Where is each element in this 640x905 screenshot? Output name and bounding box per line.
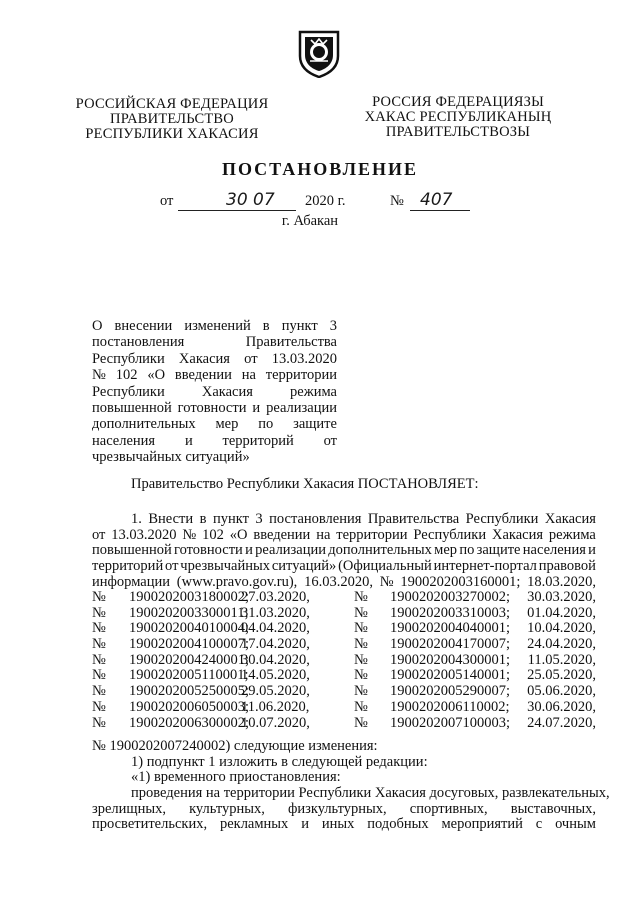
reference-cell: № [92, 620, 106, 637]
paragraph-1-line [92, 528, 596, 544]
subject-word: в [262, 318, 270, 334]
body-continuation [92, 738, 610, 833]
reference-row [92, 653, 596, 669]
subject-word: на [241, 367, 256, 384]
word: на [316, 526, 331, 543]
word: 1900202003160001; [400, 573, 521, 590]
subject-word: 13.03.2020 [271, 350, 337, 367]
reference-cell: 10.07.2020, [241, 714, 310, 731]
word: интернет-портал [433, 558, 537, 575]
word: № [379, 573, 394, 590]
reference-cell: 31.03.2020, [241, 604, 310, 621]
reference-row [92, 590, 596, 606]
reference-cell: 1900202007100003; [390, 714, 511, 731]
header-left-line: ПРАВИТЕЛЬСТВО [110, 111, 234, 127]
reference-cell: № [354, 698, 368, 715]
after-table-line: № 1900202007240002) следующие изменения: [92, 738, 378, 754]
subject-word: чрезвычайных ситуаций» [92, 449, 250, 466]
reference-row [92, 684, 596, 700]
subject-word: реализации [266, 399, 337, 416]
word: (Официальный [338, 558, 432, 575]
subject-word: территорий [222, 432, 294, 449]
reference-row [92, 637, 596, 653]
word: подобных [367, 816, 429, 833]
word: правовой [538, 558, 596, 575]
reference-cell: 1900202004100007; [129, 636, 250, 653]
word: и [245, 542, 253, 559]
paragraph-1-line [92, 559, 596, 575]
word: Хакасия [491, 526, 544, 543]
subject-word: защите [293, 416, 337, 433]
word: спортивных, [409, 800, 488, 817]
subject-line [92, 318, 337, 334]
reference-cell: № [92, 683, 106, 700]
reference-cell: 30.06.2020, [527, 698, 596, 715]
reference-cell: 24.07.2020, [527, 714, 596, 731]
reference-row [92, 621, 596, 637]
subpoint-1-quote: «1) временного приостановления: [131, 769, 341, 786]
reference-cell: 24.04.2020, [527, 636, 596, 653]
word: Республики [413, 526, 487, 543]
reference-cell: 05.06.2020, [527, 683, 596, 700]
subject-word: по [258, 416, 274, 433]
word: зрелищных, [92, 800, 166, 817]
handwritten-number: 407 [420, 190, 453, 210]
header-left-line: РЕСПУБЛИКИ ХАКАСИЯ [85, 126, 259, 142]
word: 1. [131, 511, 142, 527]
word: и [301, 816, 309, 833]
word: информации [92, 573, 170, 590]
reference-cell: 30.03.2020, [527, 589, 596, 605]
word: постановления [269, 511, 362, 527]
last-paragraph-line [92, 817, 596, 833]
word: защите [476, 542, 521, 559]
date-underline [178, 210, 296, 211]
subject-word: и [184, 432, 193, 449]
word: рекламных [219, 816, 289, 833]
reference-cell: № [354, 604, 368, 621]
handwritten-date: 30 07 [226, 190, 275, 210]
number-underline [410, 210, 470, 211]
reference-cell: 1900202003300011; [129, 604, 249, 621]
subject-word: Хакасия [201, 383, 253, 400]
subject-word: готовности [177, 399, 247, 416]
reference-cell: 14.05.2020, [241, 667, 310, 684]
subject-word: от [244, 350, 258, 367]
reference-cell: 17.04.2020, [241, 636, 310, 653]
reference-cell: № [92, 604, 106, 621]
subject-line [92, 334, 337, 350]
date-year: 2020 г. [305, 193, 346, 209]
subject-word: повышенной [92, 399, 172, 416]
word: территории [336, 526, 408, 543]
subject-word: «О [147, 367, 166, 384]
reference-cell: 1900202003270002; [390, 589, 511, 605]
word: дополнительных [328, 542, 432, 559]
paragraph-1-line [92, 512, 596, 528]
word: очным [555, 816, 596, 833]
word: территорий [92, 558, 164, 575]
reference-cell: № [92, 589, 106, 605]
subject-word: постановления [92, 334, 185, 351]
subject-word: режима [290, 383, 337, 400]
reference-cell: 30.04.2020, [241, 651, 310, 668]
reference-cell: 29.05.2020, [241, 683, 310, 700]
subject-line [92, 367, 337, 383]
header-right-line: ХАКАС РЕСПУБЛИКАНЫҢ [364, 109, 552, 125]
subject-word: 102 [115, 367, 138, 384]
subject-line [92, 351, 337, 367]
reference-cell: 1900202003310003; [390, 604, 511, 621]
reference-cell: № [354, 714, 368, 731]
reference-cell: 1900202004170007; [390, 636, 511, 653]
reference-cell: № [92, 651, 106, 668]
reference-cell: 1900202005250005; [129, 683, 250, 700]
word: 16.03.2020, [304, 573, 373, 590]
word: Внести [148, 511, 194, 527]
subject-word: территории [265, 367, 337, 384]
word: № [182, 526, 197, 543]
subject-word: 3 [329, 318, 337, 334]
reference-cell: № [92, 698, 106, 715]
word: мероприятий [441, 816, 523, 833]
word: режима [548, 526, 596, 543]
subject-line [92, 433, 337, 449]
word: 18.03.2020, [527, 573, 596, 590]
word: физкультурных, [287, 800, 387, 817]
reference-cell: 1900202004010004; [129, 620, 250, 637]
word: (www.pravo.gov.ru), [176, 573, 298, 590]
reference-cell: 25.05.2020, [527, 667, 596, 684]
subject-word: Правительства [245, 334, 337, 351]
reference-cell: 04.04.2020, [241, 620, 310, 637]
word: в [199, 511, 207, 527]
reference-row [92, 606, 596, 622]
reference-cell: № [354, 667, 368, 684]
reference-cell: 1900202005110001; [129, 667, 249, 684]
subject-word: № [92, 367, 106, 384]
city [0, 213, 640, 230]
word: 3 [255, 511, 263, 527]
reference-cell: № [92, 714, 106, 731]
word: мер [434, 542, 458, 559]
word: пункт [212, 511, 249, 527]
subject-word: внесении [114, 318, 173, 334]
word: с [535, 816, 543, 833]
reference-cell: № [354, 620, 368, 637]
subject-line [92, 416, 337, 432]
word: и [588, 542, 596, 559]
subject-word: населения [92, 432, 156, 449]
subpoint-1: 1) подпункт 1 изложить в следующей редакции: [131, 753, 428, 770]
reference-cell: 27.03.2020, [241, 589, 310, 605]
reference-row [92, 668, 596, 684]
subject-line [92, 384, 337, 400]
paragraph-1-line [92, 543, 596, 559]
word: чрезвычайных [180, 558, 271, 575]
intro-line: Правительство Республики Хакасия ПОСТАНОВЛЯЕТ: [131, 476, 479, 492]
reference-cell: 1900202006050003; [129, 698, 250, 715]
word: просветительских, [92, 816, 208, 833]
word: Правительства [367, 511, 460, 527]
word: введении [253, 526, 311, 543]
word: 102 [202, 526, 224, 543]
word: выставочных, [510, 800, 596, 817]
word: повышенной [92, 542, 172, 559]
reference-cell: 10.04.2020, [527, 620, 596, 637]
header-left-ru [72, 97, 272, 142]
reference-cell: № [354, 651, 368, 668]
subject-word: мер [215, 416, 239, 433]
reference-cell: 1900202006300002; [129, 714, 250, 731]
word: реализации [255, 542, 327, 559]
paragraph-1 [92, 512, 596, 590]
body-intro-block [92, 477, 596, 493]
subject-word: изменений [184, 318, 251, 334]
reference-cell: № [354, 636, 368, 653]
subject-word: от [323, 432, 337, 449]
reference-cell: № [354, 683, 368, 700]
header-right-line: РОССИЯ ФЕДЕРАЦИЯЗЫ [372, 94, 544, 110]
subject-word: Республики [92, 383, 165, 400]
document-title: ПОСТАНОВЛЕНИЕ [221, 159, 419, 179]
reference-cell: № [354, 589, 368, 605]
reference-cell: 01.04.2020, [527, 604, 596, 621]
city-name: г. Абакан [281, 213, 339, 229]
reference-row [92, 716, 596, 732]
word: населения [522, 542, 586, 559]
subject-word: и [252, 399, 261, 416]
reference-cell: 1900202004040001; [390, 620, 511, 637]
last-paragraph-line [92, 802, 596, 818]
reference-cell: 11.06.2020, [241, 698, 310, 715]
word: от [92, 526, 106, 543]
coat-of-arms-emblem [296, 28, 342, 78]
word: от [165, 558, 179, 575]
word: по [459, 542, 475, 559]
word: Хакасия [544, 511, 596, 527]
word: «О [229, 526, 248, 543]
reference-list [92, 590, 596, 731]
reference-cell: 1900202004240001; [129, 651, 250, 668]
subject-word: Республики [92, 350, 165, 367]
number-sign: № [390, 193, 404, 209]
reference-cell: № [92, 667, 106, 684]
subject-word: пункт [281, 318, 318, 334]
subject-word: О [92, 318, 103, 334]
word: готовности [174, 542, 243, 559]
word: ситуаций» [271, 558, 337, 575]
subject-word: введении [174, 367, 232, 384]
reference-cell: 1900202003180002; [129, 589, 250, 605]
reference-cell: 1900202005140001; [390, 667, 511, 684]
subject-block [92, 318, 337, 466]
subject-word: Хакасия [178, 350, 230, 367]
reference-cell: 1900202005290007; [390, 683, 511, 700]
word: иных [321, 816, 355, 833]
subject-word: дополнительных [92, 416, 196, 433]
reference-cell: 11.05.2020, [527, 651, 596, 668]
subject-line [92, 449, 337, 465]
reference-cell: № [92, 636, 106, 653]
header-left-line: РОССИЙСКАЯ ФЕДЕРАЦИЯ [75, 96, 269, 112]
reference-cell: 1900202006110002; [390, 698, 510, 715]
reference-cell: 1900202004300001; [390, 651, 511, 668]
date-prefix: от [160, 193, 174, 209]
word: культурных, [189, 800, 265, 817]
header-right-khakas [358, 95, 558, 140]
reference-row [92, 700, 596, 716]
subject-line [92, 400, 337, 416]
word: Республики [465, 511, 539, 527]
last-paragraph-first-line: проведения на территории Республики Хакасия досуговых, развлекательных, [131, 785, 610, 802]
header-right-line: ПРАВИТЕЛЬСТВОЗЫ [385, 124, 531, 140]
word: 13.03.2020 [111, 526, 177, 543]
